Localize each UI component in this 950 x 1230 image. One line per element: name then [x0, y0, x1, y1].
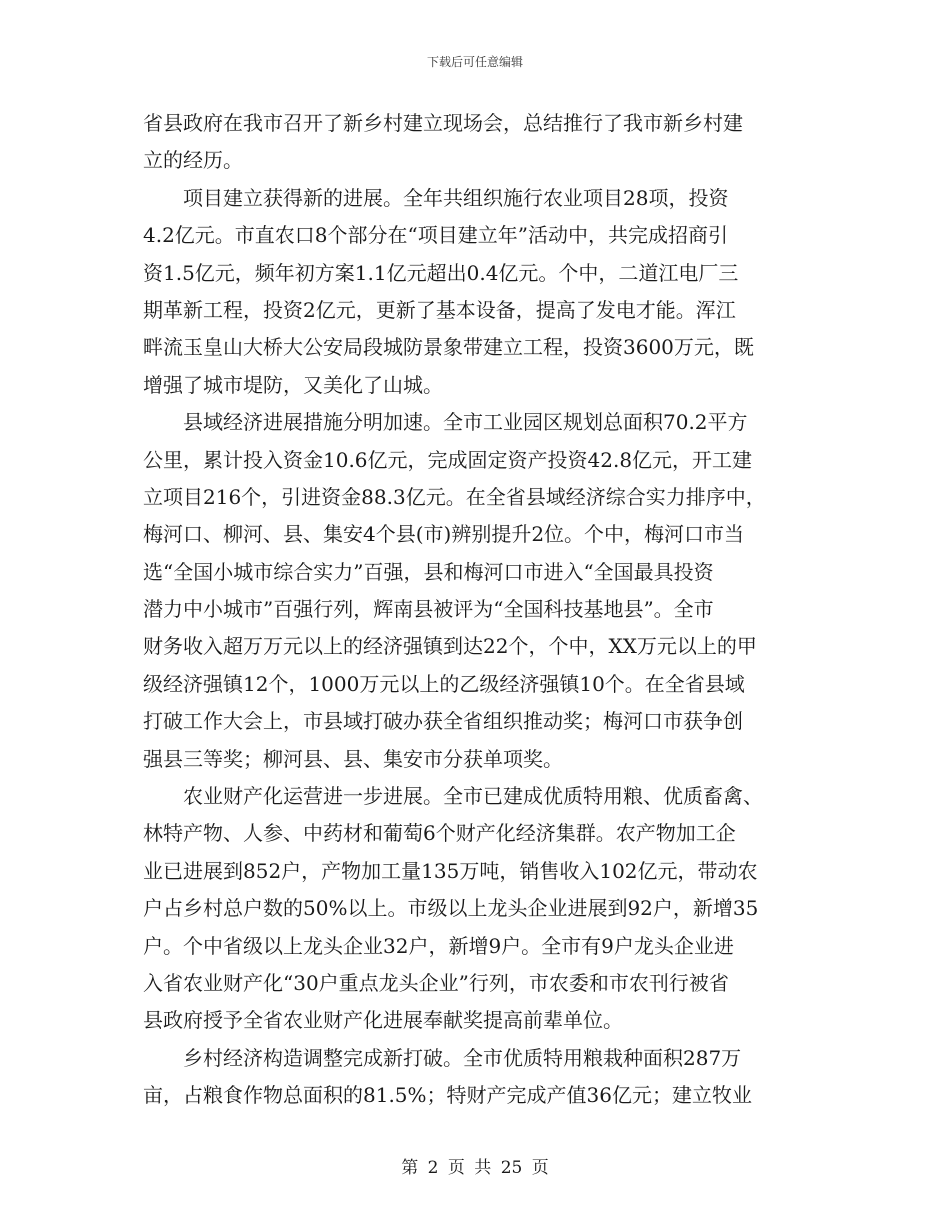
paragraph-first-line: 县域经济进展措施分明加速。全市工业园区规划总面积70.2平方	[183, 410, 748, 435]
text-line: 立的经历。	[143, 148, 243, 173]
text-line: 4.2亿元。市直农口8个部分在“项目建立年”活动中，共完成招商引	[143, 223, 728, 248]
text-line: 选“全国小城市综合实力”百强，县和梅河口市进入“全国最具投资	[143, 559, 714, 584]
text-line: 县政府授予全省农业财产化进展奉献奖提高前辈单位。	[143, 1008, 623, 1033]
text-line: 财务收入超万万元以上的经济强镇到达22个，个中，XX万元以上的甲	[143, 634, 757, 659]
text-line: 立项目216个，引进资金88.3亿元。在全省县域经济综合实力排序中，	[143, 484, 766, 509]
text-line: 户。个中省级以上龙头企业32户，新增9户。全市有9户龙头企业进	[143, 933, 734, 958]
document-body	[143, 105, 807, 1115]
paragraph-first-line: 项目建立获得新的进展。全年共组织施行农业项目28项，投资	[183, 185, 729, 210]
text-line: 增强了城市堤防，又美化了山城。	[143, 372, 443, 397]
text-line: 畔流玉皇山大桥大公安局段城防景象带建立工程，投资3600万元，既	[143, 335, 754, 360]
paragraph-first-line: 农业财产化运营进一步进展。全市已建成优质特用粮、优质畜禽、	[183, 784, 763, 809]
text-line: 公里，累计投入资金10.6亿元，完成固定资产投资42.8亿元，开工建	[143, 447, 753, 472]
page-header: 下载后可任意编辑	[426, 55, 523, 69]
page-number: 第 2 页 共 25 页	[401, 1158, 549, 1178]
text-line: 梅河口、柳河、县、集安4个县(市)辨别提升2位。个中，梅河口市当	[143, 522, 745, 547]
text-line: 林特产物、人参、中药材和葡萄6个财产化经济集群。农产物加工企	[143, 821, 736, 846]
paragraph-first-line: 乡村经济构造调整完成新打破。全市优质特用粮栽种面积287万	[183, 1045, 742, 1070]
text-line: 资1.5亿元，频年初方案1.1亿元超出0.4亿元。个中，二道江电厂三	[143, 260, 739, 285]
text-line: 强县三等奖；柳河县、县、集安市分获单项奖。	[143, 746, 563, 771]
text-line: 入省农业财产化“30户重点龙头企业”行列，市农委和市农刊行被省	[143, 970, 729, 995]
text-line: 户占乡村总户数的50%以上。市级以上龙头企业进展到92户，新增35	[143, 896, 759, 921]
text-line: 省县政府在我市召开了新乡村建立现场会，总结推行了我市新乡村建	[143, 111, 743, 135]
text-line: 业已进展到852户，产物加工量135万吨，销售收入102亿元，带动农	[143, 858, 758, 883]
text-line: 潜力中小城市”百强行列，辉南县被评为“全国科技基地县”。全市	[143, 597, 714, 622]
text-line: 打破工作大会上，市县域打破办获全省组织推动奖；梅河口市获争创	[143, 709, 743, 734]
text-line: 级经济强镇12个，1000万元以上的乙级经济强镇10个。在全省县域	[143, 671, 745, 696]
text-line: 亩，占粮食作物总面积的81.5%；特财产完成产值36亿元；建立牧业	[143, 1083, 752, 1108]
text-line: 期革新工程，投资2亿元，更新了基本设备，提高了发电才能。浑江	[143, 297, 736, 322]
